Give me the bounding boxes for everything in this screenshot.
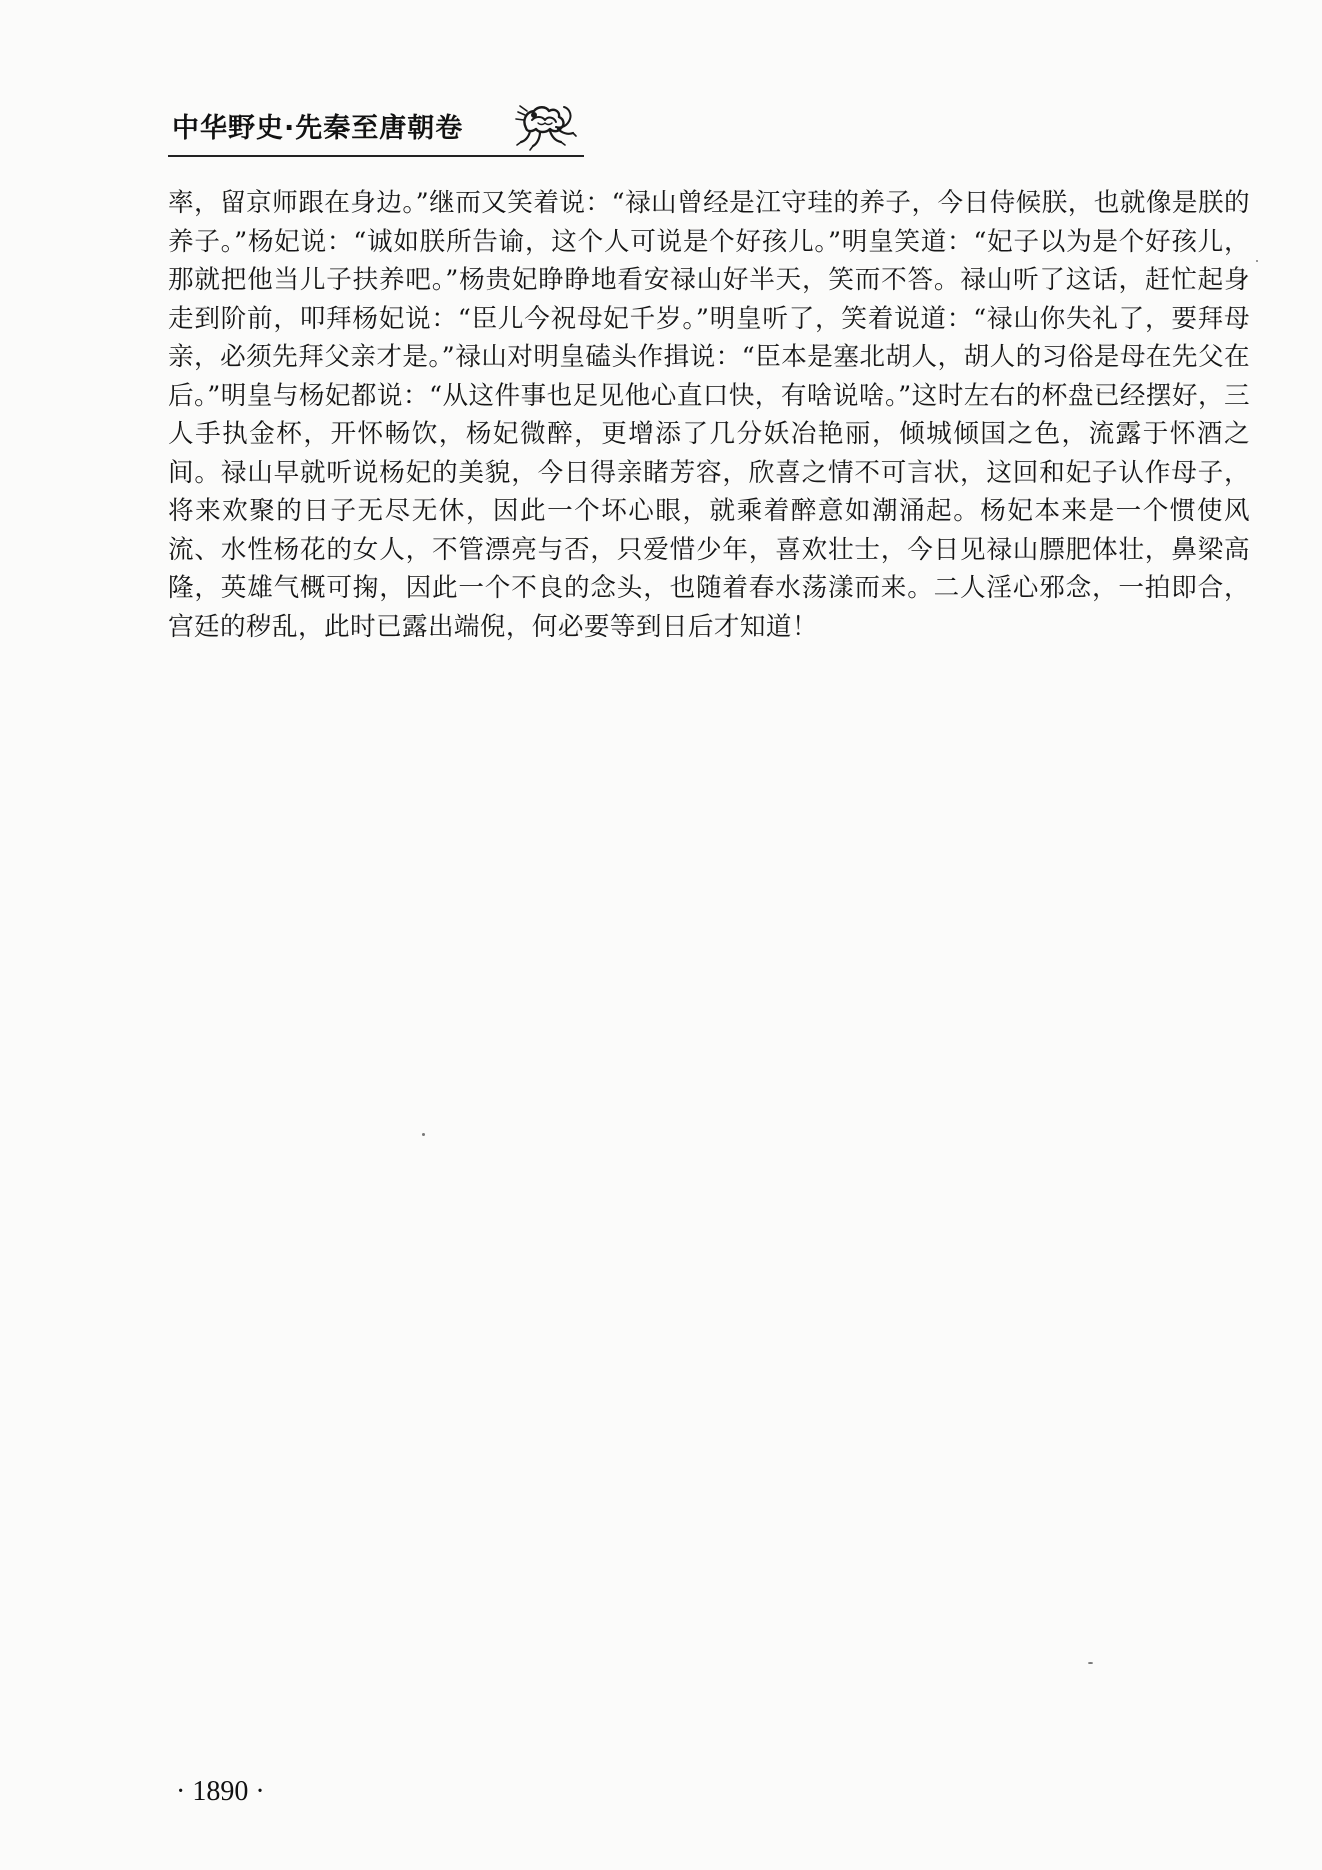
running-header xyxy=(172,106,582,156)
scan-speck xyxy=(1256,260,1258,262)
body-paragraph: 率，留京师跟在身边。”继而又笑着说：“禄山曾经是江守珪的养子，今日侍候朕，也就像是朕的养子。”杨妃说：“诚如朕所告谕，这个人可说是个好孩儿。”明皇笑道：“妃子以为是个好孩儿，那就把他当儿子扶养吧。”杨贵妃睁睁地看安禄山好半天，笑而不答。禄山听了这话，赶忙起身走到阶前，叩拜杨妃说：“臣儿今祝母妃千岁。”明皇听了，笑着说道：“禄山你失礼了，要拜母亲，必须先拜父亲才是。”禄山对明皇磕头作揖说：“臣本是塞北胡人，胡人的习俗是母在先父在后。”明皇与杨妃都说：“从这件事也足见他心直口快，有啥说啥。”这时左右的杯盘已经摆好，三人手执金杯，开怀畅饮，杨妃微醉，更增添了几分妖冶艳丽，倾城倾国之色，流露于怀酒之间。禄山早就听说杨妃的美貌，今日得亲睹芳容，欣喜之情不可言状，这回和妃子认作母子，将来欢聚的日子无尽无休，因此一个坏心眼，就乘着醉意如潮涌起。杨妃本来是一个惯使风流、水性杨花的女人，不管漂亮与否，只爱惜少年，喜欢壮士，今日见禄山膘肥体壮，鼻梁高隆，英雄气概可掬，因此一个不良的念头，也随着春水荡漾而来。二人淫心邪念，一拍即合，宫廷的秽乱，此时已露出端倪，何必要等到日后才知道！ xyxy=(168,188,1250,642)
dragon-emblem-icon xyxy=(512,98,578,154)
scan-speck xyxy=(422,1133,425,1136)
header-divider-line xyxy=(168,155,584,157)
scan-speck xyxy=(1088,1662,1093,1664)
book-title: 中华野史·先秦至唐朝卷 xyxy=(172,113,464,144)
page-number: · 1890 · xyxy=(176,1776,265,1807)
